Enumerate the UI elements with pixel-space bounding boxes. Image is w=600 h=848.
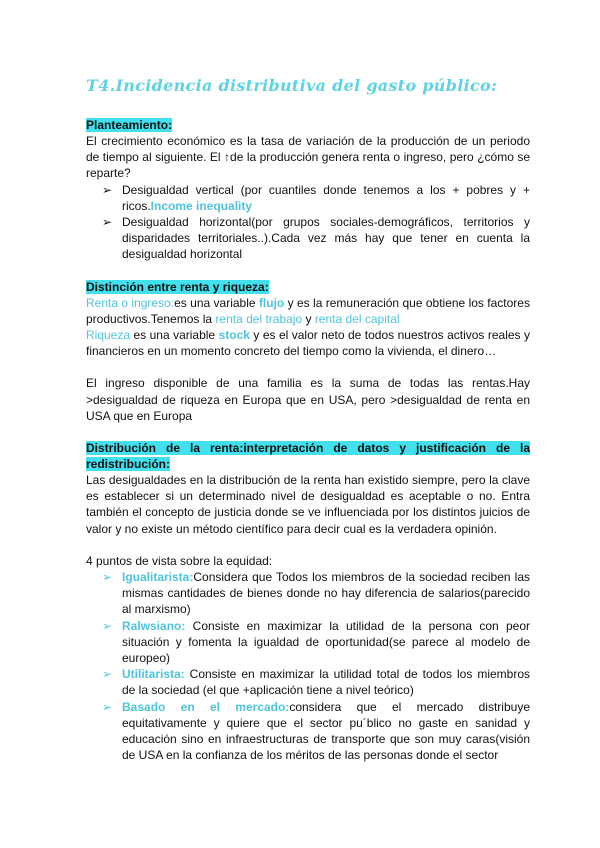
arrow-bullet-icon: ➢ [102,618,113,633]
text-span: y es el valor neto de todos nuestros activos reales y financieros en un momento concreto del tiempo como la vivienda, el dinero… [86,328,531,359]
bullet-text: Consiste en maximizar la utilidad de la persona con peor situación y fomenta la igualdad de oportunidad(se parece al modelo de europeo) [122,618,530,666]
bullet-text: considera que el mercado distribuye equitativamente y quiere que el sector pu´blico no gaste en sanidad y educación sino en infraestructuras de transporte que son muy caras(visión de USA en la confianza de los méritos de las personas donde el sector [122,699,530,763]
bullet-text: Desigualdad horizontal(por grupos sociales-demográficos, territorios y disparidades territoriales..).Cada vez más hay que tener en cuenta la desigualdad horizontal [122,215,530,262]
term-mercado: Basado en el mercado: [122,699,290,714]
heading-highlight: Planteamiento: [86,118,173,132]
list-item [86,699,530,764]
arrow-bullet-icon: ➢ [102,215,113,230]
section-heading-planteamiento [86,117,530,133]
paragraph-crecimiento: El crecimiento económico es la tasa de variación de la producción de un periodo de tiempo al siguiente. El ↑de la producción genera renta o ingreso, pero ¿cómo se reparte? [86,134,530,181]
list-item [86,666,530,698]
arrow-bullet-icon: ➢ [102,182,113,197]
arrow-bullet-icon: ➢ [102,667,113,682]
heading-highlight: Distinción entre renta y riqueza: [86,279,269,294]
paragraph-renta [86,295,530,327]
term-ralwsiano: Ralwsiano: [122,618,186,633]
term-renta-trabajo: renta del trabajo [215,311,303,326]
text-span: es una variable [130,328,219,343]
paragraph-puntos-vista: 4 puntos de vista sobre la equidad: [86,553,273,568]
term-riqueza: Riqueza [86,328,131,343]
arrow-bullet-icon: ➢ [102,570,113,585]
page-title: T4.Incidencia distributiva del gasto público: [86,76,498,95]
term-stock: stock [218,328,250,343]
paragraph-ingreso-disponible: El ingreso disponible de una familia es la suma de todas las rentas.Hay >desigualdad de riqueza en Europa que en USA, pero >desigualdad de renta en USA que en Europa [86,376,530,423]
text-span: es una variable [174,295,259,310]
term-flujo: flujo [258,295,285,310]
list-item [86,214,530,263]
list-item [86,569,530,618]
list-item [86,618,530,667]
text-span: y es la remuneración que obtiene los factores productivos.Tenemos la [86,295,530,326]
term-income-inequality: Income inequality [150,198,253,213]
heading-highlight: Distribución de la renta:interpretación de datos y justificación de la redistribución: [86,441,530,472]
text-span: y [302,311,315,326]
term-renta: Renta o ingreso: [86,295,175,310]
bullet-text: Considera que Todos los miembros de la sociedad reciben las mismas cantidades de bienes donde no hay diferencia de salarios(parecido al marxismo) [122,570,530,617]
paragraph-desigualdades: Las desigualdades en la distribución de la renta han existido siempre, pero la clave es establecer si un determinado nivel de desigualdad es aceptable o no. Entra también el concepto de justicia donde se ve influenciada por los distintos juicios de valor y no existe un método científico para decir cual es la verdadera opinión. [86,473,530,536]
section-heading-renta-riqueza [86,279,530,295]
bullet-list-desigualdad [86,182,530,263]
bullet-text: Desigualdad vertical (por cuantiles donde tenemos a los + pobres y + ricos. [122,182,530,213]
bullet-list-equidad [86,569,530,763]
arrow-bullet-icon: ➢ [102,699,113,714]
bullet-text: Consiste en maximizar la utilidad total de todos los miembros de la sociedad (el que +aplicación tiene a nivel teórico) [122,667,530,698]
paragraph-riqueza [86,327,530,359]
document-page [86,76,530,764]
list-item [86,182,530,214]
term-renta-capital: renta del capital [314,311,400,326]
term-utilitarista: Utilitarista: [122,667,185,682]
term-igualitarista: Igualitarista: [122,570,194,585]
section-heading-distribucion [86,440,530,472]
